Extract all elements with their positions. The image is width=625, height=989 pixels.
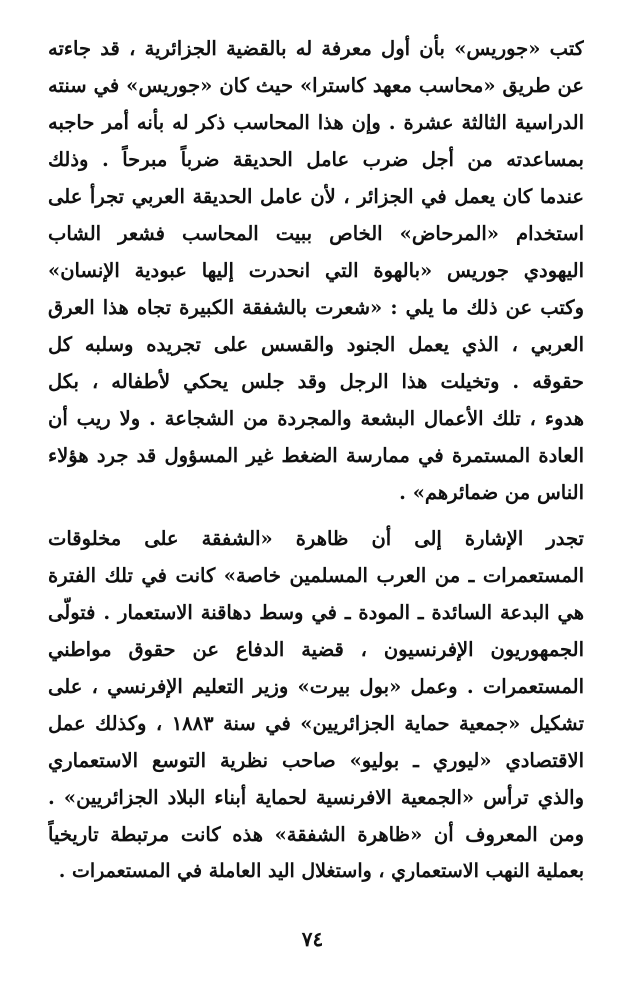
text-line: هي البدعة السائدة ـ المودة ـ في وسط دهاقنة الاستعمار . فتولّى	[48, 601, 584, 624]
page-number: ٧٤	[301, 927, 324, 951]
text-line: حقوقه . وتخيلت هذا الرجل وقد جلس يحكي لأطفاله ، بكل	[48, 370, 584, 393]
text-line: الدراسية الثالثة عشرة . وإن هذا المحاسب ذكر له بأنه أمر حاجبه	[48, 111, 584, 134]
text-line: الجمهوريون الإفرنسيون ، قضية الدفاع عن حقوق مواطني	[48, 638, 584, 661]
text-line: المستعمرات . وعمل «بول بيرت» وزير التعليم الإفرنسي ، على	[48, 675, 584, 698]
text-line: عن طريق «محاسب معهد كاسترا» حيث كان «جوريس» في سنته	[48, 74, 584, 97]
text-line: وكتب عن ذلك ما يلي : «شعرت بالشفقة الكبيرة تجاه هذا العرق	[48, 296, 584, 319]
text-line: تجدر الإشارة إلى أن ظاهرة «الشفقة على مخلوقات	[48, 527, 584, 550]
text-line: كتب «جوريس» بأن أول معرفة له بالقضية الجزائرية ، قد جاءته	[48, 37, 584, 60]
text-line: العربي ، الذي يعمل الجنود والقسس على تجريده وسلبه كل	[48, 333, 584, 356]
text-line: هدوء ، تلك الأعمال البشعة والمجردة من الشجاعة . ولا ريب أن	[48, 407, 584, 430]
text-line: تشكيل «جمعية حماية الجزائريين» في سنة ١٨٨٣ ، وكذلك عمل	[48, 712, 584, 735]
text-line: الناس من ضمائرهم» .	[399, 481, 584, 504]
text-line: بعملية النهب الاستعماري ، واستغلال اليد العاملة في المستعمرات .	[58, 860, 584, 882]
paragraph-gap	[48, 511, 584, 520]
text-line: عندما كان يعمل في الجزائر ، لأن عامل الحديقة العربي تجرأ على	[48, 185, 584, 208]
paragraph-1	[48, 30, 584, 511]
text-line: اليهودي جوريس «بالهوة التي انحدرت إليها عبودية الإنسان»	[48, 259, 584, 282]
text-line: العادة المستمرة في ممارسة الضغط غير المسؤول قد جرد هؤلاء	[48, 444, 584, 467]
text-line: ومن المعروف أن «ظاهرة الشفقة» هذه كانت مرتبطة تاريخياً	[48, 823, 584, 846]
text-line: المستعمرات ـ من العرب المسلمين خاصة» كانت في تلك الفترة	[48, 564, 584, 587]
paragraph-2	[48, 520, 584, 890]
text-line: استخدام «المرحاض» الخاص ببيت المحاسب فشعر الشاب	[48, 222, 584, 245]
text-line: والذي ترأس «الجمعية الافرنسية لحماية أبناء البلاد الجزائريين» .	[48, 786, 584, 809]
page-text	[48, 30, 584, 890]
text-line: بمساعدته من أجل ضرب عامل الحديقة ضرباً مبرحاً . وذلك	[48, 148, 584, 171]
text-line: الاقتصادي «ليوري ـ بوليو» صاحب نظرية التوسع الاستعماري	[48, 749, 584, 772]
